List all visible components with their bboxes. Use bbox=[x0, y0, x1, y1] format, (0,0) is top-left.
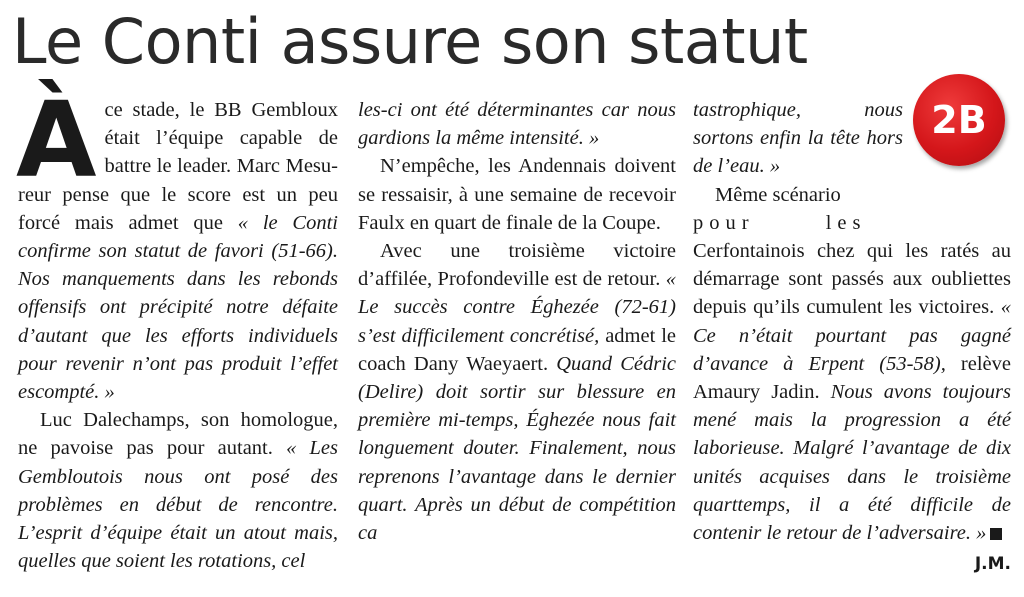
body-text: relève Amaury Jadin. bbox=[693, 352, 1011, 404]
quote-text: « Ce n’était pourtant pas gagné d’avance à Erpent (53-58), bbox=[693, 296, 1011, 375]
quote-text: Nous avons toujours mené mais la progression a été laborieuse. Malgré l’avantage de dix unités acquises dans le troisième quarttemps, il a été difficile de contenir le retour de l’adversaire. » bbox=[693, 381, 1011, 545]
body-text: ce stade, le BB Gembloux était l’équipe capable de battre le leader. Marc Mesureur pense que le score est un peu forcé mais admet que bbox=[18, 99, 338, 234]
paragraph bbox=[358, 237, 676, 547]
column-2 bbox=[358, 96, 676, 547]
division-badge-label: 2B bbox=[931, 97, 987, 142]
body-text: Cerfontainois chez qui les ratés au démarrage sont passés aux oubliettes depuis qu’ils cumulent les victoires. bbox=[693, 240, 1011, 319]
article-headline: Le Conti assure son statut bbox=[12, 5, 808, 78]
body-text: admet le coach Dany Waeyaert. bbox=[358, 324, 676, 375]
quote-text: les-ci ont été déterminantes car nous gardions la même intensité. » bbox=[358, 99, 676, 150]
quote-text: « le Conti confirme son statut de favori (51-66). Nos manquements dans les rebonds offensifs ont précipité notre défaite d’autant que les efforts individuels pour revenir n’ont pas produit l’effet escompté. » bbox=[18, 211, 338, 404]
end-mark bbox=[990, 528, 1002, 540]
drop-cap: À bbox=[16, 79, 97, 201]
body-text: Même scénario bbox=[715, 183, 841, 206]
quote-text: « Le succès contre Éghezée (72-61) s’est difficilement concrétisé, bbox=[358, 268, 676, 347]
author-signature: J.M. bbox=[974, 554, 1011, 575]
paragraph bbox=[358, 152, 676, 237]
body-text: Luc Dalechamps, son homologue, ne pavoise pas pour autant. bbox=[18, 409, 338, 460]
paragraph bbox=[693, 181, 1011, 575]
body-text: N’empêche, les Andennais doivent se ressaisir, à une semaine de recevoir Faulx en quart de finale de la Coupe. bbox=[358, 155, 676, 234]
quote-text: tastrophique, nous sortons enfin la tête hors de l’eau. » bbox=[693, 99, 903, 178]
division-badge bbox=[913, 74, 1005, 166]
body-text: Avec une troisième victoire d’affilée, Profondeville est de retour. bbox=[358, 240, 676, 291]
paragraph bbox=[358, 96, 676, 152]
quote-text: « Les Gembloutois nous ont posé des problèmes en début de rencontre. L’esprit d’équipe était un atout mais, quelles que soient les rotations, cel bbox=[18, 437, 339, 573]
body-text: pour les bbox=[693, 211, 867, 234]
division-badge-wrap bbox=[909, 74, 1021, 160]
paragraph bbox=[18, 406, 338, 575]
column-1 bbox=[16, 79, 339, 575]
column-3 bbox=[693, 96, 1011, 578]
quote-text: Quand Cédric (Delire) doit sortir sur blessure en première mi-temps, Éghezée nous fait longuement douter. Finalement, nous reprenons l’avantage dans le dernier quart. Après un début de compétition ca bbox=[358, 352, 676, 545]
paragraph bbox=[16, 79, 338, 406]
